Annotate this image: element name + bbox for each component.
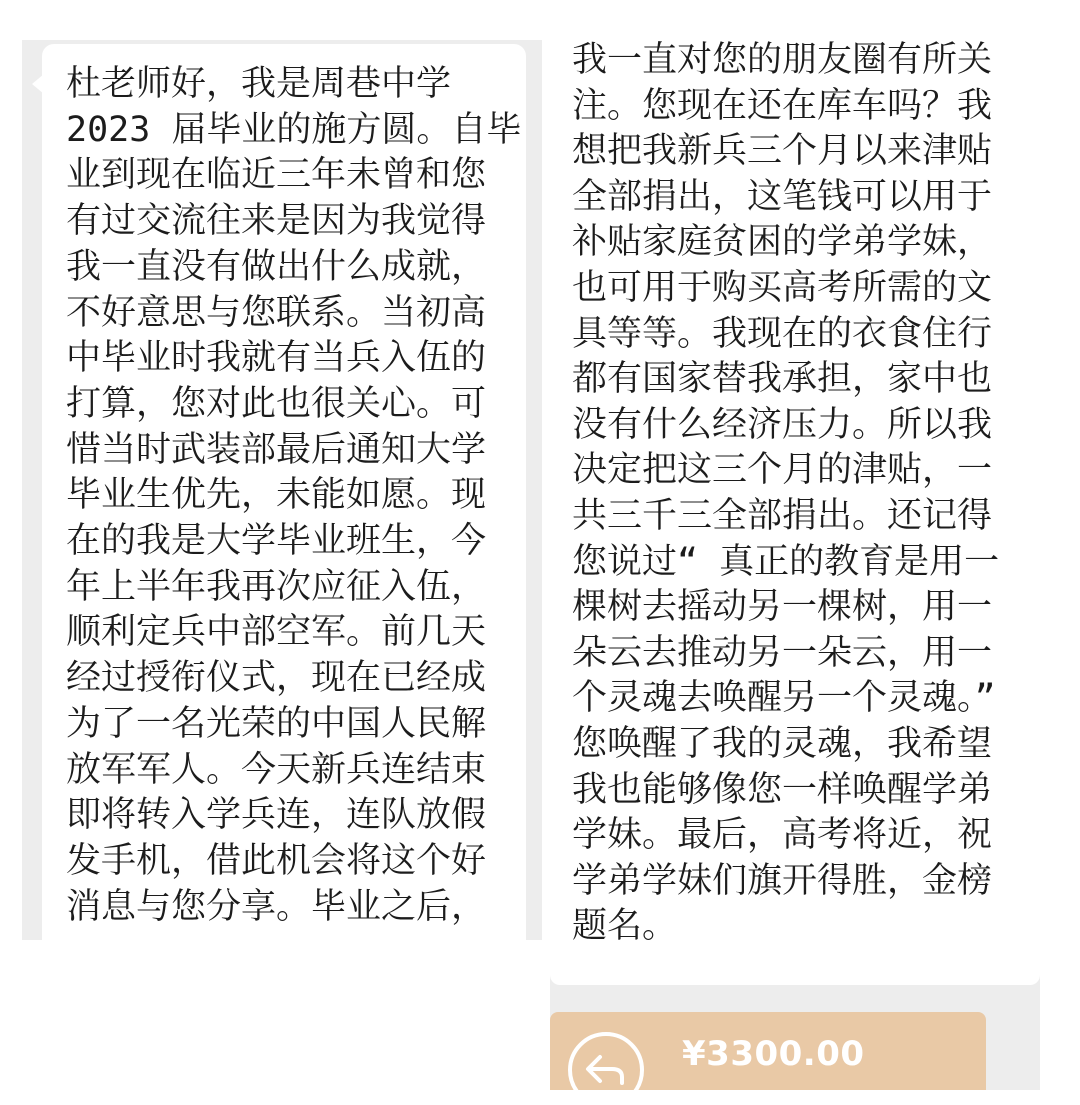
transfer-card[interactable]	[550, 1012, 986, 1090]
left-message-text: 杜老师好，我是周巷中学 2023 届毕业的施方圆。自毕 业到现在临近三年未曾和您 有过交流往来是因为我觉得 我一直没有做出什么成就， 不好意思与您联系。当初高 中毕业时我就有当兵入伍的 打算，您对此也很关心。可 惜当时武装部最后通知大学 毕业生优先，未能如愿。现 在的我是大学毕业班生，今 年上半年我再次应征入伍， 顺利定兵中部空军。前几天 经过授衔仪式，现在已经成 为了一名光荣的中国人民解 放军军人。今天新兵连结束 即将转入学兵连，连队放假 发手机，借此机会将这个好 消息与您分享。毕业之后，	[66, 64, 522, 927]
left-bubble-tail	[32, 74, 44, 94]
transfer-arrow-icon	[568, 1032, 644, 1090]
transfer-amount: ¥3300.00	[682, 1034, 865, 1074]
right-message-text: 我一直对您的朋友圈有所关 注。您现在还在库车吗？我 想把我新兵三个月以来津贴 全部捐出，这笔钱可以用于 补贴家庭贫困的学弟学妹， 也可用于购买高考所需的文 具等等。我现在的衣食住行 都有国家替我承担，家中也 没有什么经济压力。所以我 决定把这三个月的津贴，一 共三千三全部捐出。还记得 您说过“ 真正的教育是用一 棵树去摇动另一棵树，用一 朵云去推动另一朵云，用一 个灵魂去唤醒另一个灵魂。” 您唤醒了我的灵魂，我希望 我也能够像您一样唤醒学弟 学妹。最后，高考将近，祝 学弟学妹们旗开得胜，金榜 题名。	[572, 40, 1000, 947]
